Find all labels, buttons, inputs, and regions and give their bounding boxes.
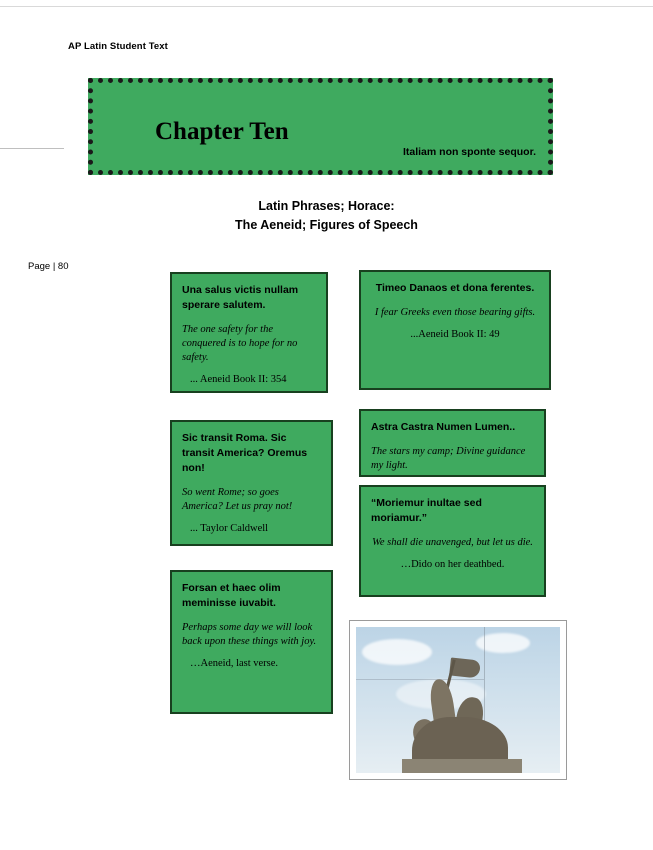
photo-frame [349, 620, 567, 780]
quote-latin: Astra Castra Numen Lumen.. [371, 421, 516, 433]
quote-card-timeo-danaos [359, 270, 551, 390]
quote-english: Perhaps some day we will look back upon these things with joy. [182, 622, 317, 647]
quote-source: ... Aeneid Book II: 354 [190, 374, 287, 385]
quote-english: The one safety for the conquered is to hope for no safety. [182, 324, 298, 363]
quote-english: I fear Greeks even those bearing gifts. [374, 307, 536, 318]
quote-card-sic-transit [170, 420, 333, 546]
page-number: Page | 80 [28, 261, 69, 272]
quote-latin: Sic transit Roma. Sic transit America? Oremus non! [182, 432, 308, 474]
quote-latin: Una salus victis nullam sperare salutem. [182, 284, 299, 311]
quote-source: …Aeneid, last verse. [190, 658, 279, 669]
chapter-banner [88, 78, 553, 175]
quote-card-moriemur [359, 485, 546, 597]
quote-english: The stars my camp; Divine guidance my light. [371, 446, 526, 471]
quote-english: We shall die unavenged, but let us die. [372, 537, 533, 548]
quote-card-una-salus [170, 272, 328, 393]
quote-latin: “Moriemur inultae sed moriamur.” [371, 497, 482, 524]
quote-latin: Timeo Danaos et dona ferentes. [375, 282, 535, 294]
page-subtitle [0, 197, 653, 235]
quote-source: ... Taylor Caldwell [190, 523, 269, 534]
statue-figure [402, 655, 522, 773]
subtitle-line-1: Latin Phrases; Horace: [258, 199, 395, 213]
quote-source: …Dido on her deathbed. [400, 559, 505, 570]
left-margin-rule [0, 148, 64, 149]
subtitle-line-2: The Aeneid; Figures of Speech [235, 218, 418, 232]
quote-source: ...Aeneid Book II: 49 [410, 329, 500, 340]
quote-card-forsan [170, 570, 333, 714]
quote-card-astra-castra [359, 409, 546, 477]
statue-base [402, 759, 522, 773]
quote-latin: Forsan et haec olim meminisse iuvabit. [182, 582, 281, 609]
statue-photograph [356, 627, 560, 773]
page-top-rule [0, 6, 653, 7]
quote-english: So went Rome; so goes America? Let us pray not! [182, 487, 293, 512]
chapter-motto: Italiam non sponte sequor. [402, 146, 536, 158]
document-header: AP Latin Student Text [68, 41, 168, 52]
chapter-title: Chapter Ten [155, 118, 289, 145]
